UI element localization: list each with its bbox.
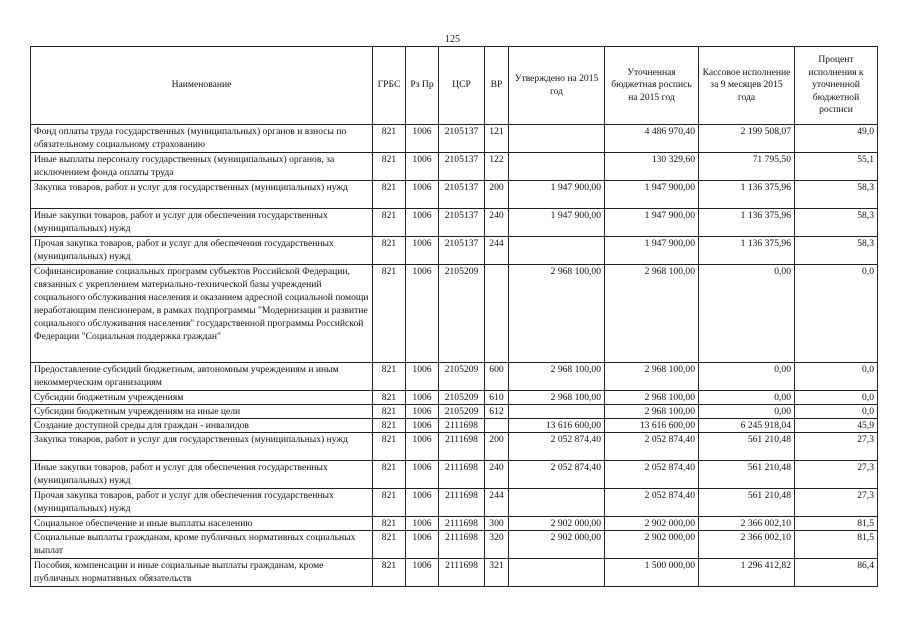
row-grbs: 821 [373,363,406,391]
row-approved: 2 902 000,00 [509,517,605,531]
row-vr: 200 [485,181,509,209]
row-percent: 81,5 [795,531,878,559]
row-grbs: 821 [373,489,406,517]
table-row [31,265,878,363]
row-cash: 2 366 002,10 [699,517,795,531]
row-grbs: 821 [373,419,406,433]
row-percent: 27,3 [795,489,878,517]
row-refined: 2 052 874,40 [605,489,699,517]
row-approved: 1 947 900,00 [509,209,605,237]
row-vr: 240 [485,209,509,237]
row-cash: 71 795,50 [699,153,795,181]
row-csr: 2111698 [439,489,485,517]
row-rzpr: 1006 [406,461,439,489]
row-percent: 55,1 [795,153,878,181]
row-name: Иные закупки товаров, работ и услуг для обеспечения государственных (муниципальных) нужд [31,461,373,489]
row-vr: 244 [485,237,509,265]
row-name: Прочая закупка товаров, работ и услуг для обеспечения государственных (муниципальных) нужд [31,489,373,517]
row-name: Закупка товаров, работ и услуг для государственных (муниципальных) нужд [31,181,373,209]
row-name: Социальное обеспечение и иные выплаты населению [31,517,373,531]
row-refined: 1 947 900,00 [605,237,699,265]
row-grbs: 821 [373,559,406,587]
col-header-approved: Утверждено на 2015 год [509,47,605,125]
row-approved [509,559,605,587]
row-approved: 2 052 874,40 [509,433,605,461]
row-percent: 0,0 [795,391,878,405]
row-rzpr: 1006 [406,153,439,181]
row-grbs: 821 [373,153,406,181]
row-approved [509,489,605,517]
row-name: Субсидии бюджетным учреждениям на иные цели [31,405,373,419]
row-refined: 2 968 100,00 [605,265,699,363]
row-name: Социальные выплаты гражданам, кроме публичных нормативных социальных выплат [31,531,373,559]
row-vr [485,419,509,433]
row-csr: 2105137 [439,209,485,237]
row-grbs: 821 [373,531,406,559]
row-rzpr: 1006 [406,391,439,405]
row-refined: 2 968 100,00 [605,391,699,405]
row-rzpr: 1006 [406,517,439,531]
row-cash: 0,00 [699,265,795,363]
row-refined: 2 968 100,00 [605,405,699,419]
row-percent: 86,4 [795,559,878,587]
col-header-name: Наименование [31,47,373,125]
table-row [31,461,878,489]
row-approved: 1 947 900,00 [509,181,605,209]
row-rzpr: 1006 [406,531,439,559]
col-header-refined: Уточненная бюджетная роспись на 2015 год [605,47,699,125]
table-row [31,125,878,153]
row-csr: 2111698 [439,517,485,531]
row-cash: 1 136 375,96 [699,237,795,265]
header-row [31,47,878,125]
row-cash: 2 199 508,07 [699,125,795,153]
row-vr: 121 [485,125,509,153]
row-percent: 0,0 [795,363,878,391]
row-grbs: 821 [373,391,406,405]
row-name: Прочая закупка товаров, работ и услуг для обеспечения государственных (муниципальных) нужд [31,237,373,265]
row-csr: 2111698 [439,433,485,461]
row-rzpr: 1006 [406,181,439,209]
row-cash: 0,00 [699,391,795,405]
row-csr: 2105137 [439,153,485,181]
row-percent: 27,3 [795,433,878,461]
row-name: Закупка товаров, работ и услуг для государственных (муниципальных) нужд [31,433,373,461]
row-vr: 244 [485,489,509,517]
row-refined: 2 968 100,00 [605,363,699,391]
row-vr: 300 [485,517,509,531]
row-approved: 2 052 874,40 [509,461,605,489]
row-csr: 2111698 [439,531,485,559]
row-csr: 2105137 [439,237,485,265]
row-approved: 2 968 100,00 [509,391,605,405]
row-name: Иные выплаты персоналу государственных (муниципальных) органов, за исключением фонда оплаты труда [31,153,373,181]
col-header-vr: ВР [485,47,509,125]
row-grbs: 821 [373,517,406,531]
row-percent: 58,3 [795,181,878,209]
row-cash: 0,00 [699,363,795,391]
row-percent: 0,0 [795,265,878,363]
row-percent: 58,3 [795,209,878,237]
row-grbs: 821 [373,265,406,363]
row-refined: 2 052 874,40 [605,433,699,461]
row-rzpr: 1006 [406,125,439,153]
row-rzpr: 1006 [406,237,439,265]
table-row [31,153,878,181]
row-percent: 49,0 [795,125,878,153]
col-header-cash: Кассовое исполнение за 9 месяцев 2015 года [699,47,795,125]
row-vr: 612 [485,405,509,419]
row-refined: 2 902 000,00 [605,531,699,559]
row-approved [509,237,605,265]
row-rzpr: 1006 [406,363,439,391]
row-refined: 1 947 900,00 [605,181,699,209]
row-percent: 58,3 [795,237,878,265]
table-row [31,489,878,517]
row-rzpr: 1006 [406,559,439,587]
budget-table [30,46,878,587]
row-approved [509,125,605,153]
table-row [31,531,878,559]
table-row [31,405,878,419]
row-csr: 2105209 [439,391,485,405]
row-vr: 320 [485,531,509,559]
table-row [31,181,878,209]
row-refined: 13 616 600,00 [605,419,699,433]
row-refined: 130 329,60 [605,153,699,181]
row-grbs: 821 [373,237,406,265]
row-cash: 2 366 002,10 [699,531,795,559]
table-row [31,419,878,433]
col-header-grbs: ГРБС [373,47,406,125]
row-name: Пособия, компенсации и иные социальные выплаты гражданам, кроме публичных нормативных обязательств [31,559,373,587]
row-approved: 2 968 100,00 [509,363,605,391]
row-rzpr: 1006 [406,433,439,461]
page-number: 125 [445,34,460,45]
row-cash: 561 210,48 [699,489,795,517]
row-vr: 200 [485,433,509,461]
row-vr: 321 [485,559,509,587]
row-approved [509,153,605,181]
row-name: Предоставление субсидий бюджетным, автономным учреждениям и иным некоммерческим организациям [31,363,373,391]
row-cash: 561 210,48 [699,433,795,461]
row-refined: 1 947 900,00 [605,209,699,237]
row-percent: 81,5 [795,517,878,531]
col-header-percent: Процент исполнения к уточненной бюджетной росписи [795,47,878,125]
col-header-csr: ЦСР [439,47,485,125]
row-percent: 0,0 [795,405,878,419]
row-vr: 122 [485,153,509,181]
row-cash: 1 296 412,82 [699,559,795,587]
row-csr: 2105137 [439,125,485,153]
row-name: Создание доступной среды для граждан - инвалидов [31,419,373,433]
row-rzpr: 1006 [406,209,439,237]
row-name: Субсидии бюджетным учреждениям [31,391,373,405]
row-grbs: 821 [373,209,406,237]
row-grbs: 821 [373,433,406,461]
row-percent: 27,3 [795,461,878,489]
row-csr: 2105209 [439,363,485,391]
row-percent: 45,9 [795,419,878,433]
row-approved: 13 616 600,00 [509,419,605,433]
row-csr: 2111698 [439,559,485,587]
table-row [31,391,878,405]
row-approved [509,405,605,419]
row-grbs: 821 [373,405,406,419]
table-row [31,517,878,531]
table-row [31,209,878,237]
row-csr: 2111698 [439,461,485,489]
row-vr [485,265,509,363]
row-rzpr: 1006 [406,265,439,363]
row-name: Фонд оплаты труда государственных (муниципальных) органов и взносы по обязательному социальному страхованию [31,125,373,153]
row-refined: 2 052 874,40 [605,461,699,489]
row-vr: 240 [485,461,509,489]
row-cash: 1 136 375,96 [699,209,795,237]
row-rzpr: 1006 [406,489,439,517]
table-row [31,433,878,461]
row-cash: 561 210,48 [699,461,795,489]
row-csr: 2105209 [439,405,485,419]
row-grbs: 821 [373,181,406,209]
col-header-rzpr: Рз Пр [406,47,439,125]
row-vr: 600 [485,363,509,391]
row-name: Иные закупки товаров, работ и услуг для обеспечения государственных (муниципальных) нужд [31,209,373,237]
table-row [31,363,878,391]
row-approved: 2 968 100,00 [509,265,605,363]
row-csr: 2105209 [439,265,485,363]
row-csr: 2105137 [439,181,485,209]
table-row [31,237,878,265]
row-grbs: 821 [373,461,406,489]
row-csr: 2111698 [439,419,485,433]
row-cash: 0,00 [699,405,795,419]
row-name: Софинансирование социальных программ субъектов Российской Федерации, связанных с укреплением материально-технической базы учреждений социального обслуживания населения и оказанием адресной социальной помощи неработающим пенсионерам, в рамках подпрограммы "Модернизация и развитие социального обслуживания населения" государственной программы Российской Федерации "Социальная поддержка граждан" [31,265,373,363]
row-refined: 2 902 000,00 [605,517,699,531]
row-vr: 610 [485,391,509,405]
row-cash: 6 245 918,04 [699,419,795,433]
row-grbs: 821 [373,125,406,153]
row-refined: 1 500 000,00 [605,559,699,587]
row-rzpr: 1006 [406,419,439,433]
table-row [31,559,878,587]
row-cash: 1 136 375,96 [699,181,795,209]
row-approved: 2 902 000,00 [509,531,605,559]
row-refined: 4 486 970,40 [605,125,699,153]
row-rzpr: 1006 [406,405,439,419]
